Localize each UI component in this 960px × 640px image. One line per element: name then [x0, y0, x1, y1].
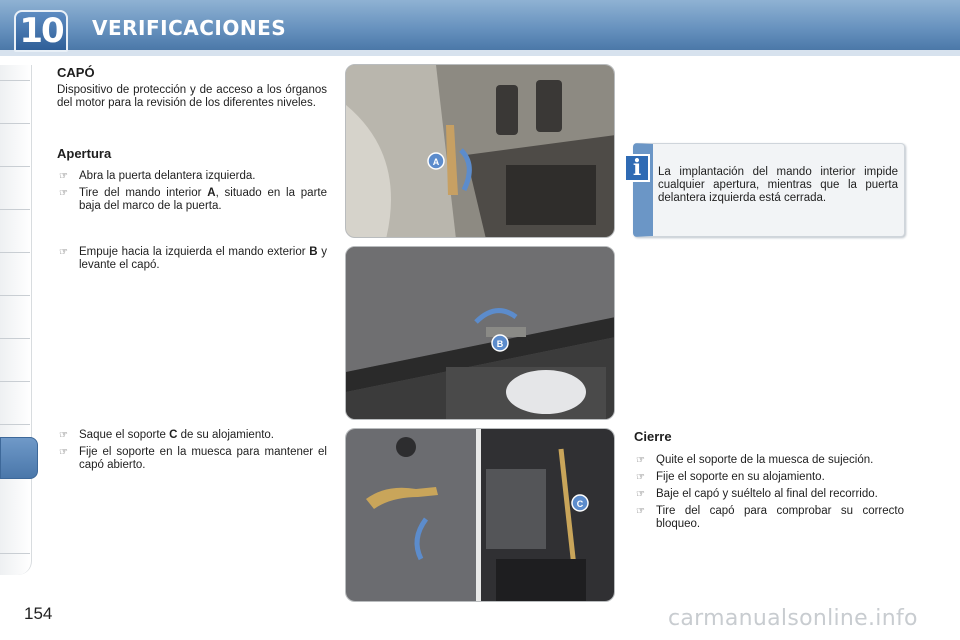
step-text-pre: Saque el soporte [79, 429, 170, 441]
interior-lever-illustration [346, 65, 615, 238]
closing-steps [634, 454, 904, 535]
step-text: Fije el soporte en la muesca para mantener el capó abierto. [79, 446, 327, 471]
side-tab-divider [0, 424, 30, 425]
step-text: Abra la puerta delantera izquierda. [79, 170, 256, 182]
pointing-hand-icon: ☞ [636, 489, 645, 500]
step-text-post: , situado en la parte baja del marco de la puerta. [79, 187, 327, 212]
step-text-pre: Tire del mando interior [79, 187, 208, 199]
info-icon: i [624, 154, 650, 182]
step-text: Baje el capó y suéltelo al final del recorrido. [656, 488, 878, 500]
photo-hood-prop [345, 428, 615, 602]
page-number: 154 [24, 604, 53, 623]
side-tab-divider [0, 553, 30, 554]
side-tab-divider [0, 338, 30, 339]
chapter-number-badge: 10 [14, 10, 68, 52]
pointing-hand-icon: ☞ [59, 447, 68, 458]
pointing-hand-icon: ☞ [636, 472, 645, 483]
list-item [57, 187, 327, 213]
pointing-hand-icon: ☞ [59, 430, 68, 441]
photo-exterior-lever [345, 246, 615, 420]
list-item [634, 488, 904, 501]
side-tab-divider [0, 80, 30, 81]
step-text-pre: Empuje hacia la izquierda el mando exterior [79, 246, 310, 258]
closing-section-title: Cierre [634, 429, 672, 444]
opening-steps-a [57, 170, 327, 217]
side-tab-divider [0, 123, 30, 124]
marker-b-text: B [496, 339, 504, 349]
info-text: La implantación del mando interior impide cualquier apertura, mientras que la puerta delantera izquierda está cerrada. [658, 166, 898, 204]
engine-component [486, 469, 546, 549]
list-item [634, 454, 904, 467]
side-tab-divider [0, 166, 30, 167]
pointing-hand-icon: ☞ [59, 247, 68, 258]
side-tab-divider [0, 295, 30, 296]
list-item [634, 471, 904, 484]
hood-prop-illustration [346, 429, 615, 602]
photo-divider [476, 429, 481, 602]
chapter-side-tabs [0, 65, 32, 575]
step-text: Tire del capó para comprobar su correcto bloqueo. [656, 505, 904, 530]
hood-description: Dispositivo de protección y de acceso a los órganos del motor para la revisión de los diferentes niveles. [57, 84, 327, 109]
opening-steps-c [57, 429, 327, 476]
step-text: Quite el soporte de la muesca de sujeción. [656, 454, 874, 466]
hood-clip [396, 437, 416, 457]
watermark: carmanualsonline.info [668, 606, 918, 631]
marker-a-text: A [432, 157, 440, 167]
hood-section-title: CAPÓ [57, 65, 95, 80]
pointing-hand-icon: ☞ [636, 455, 645, 466]
step-text: Fije el soporte en su alojamiento. [656, 471, 825, 483]
pointing-hand-icon: ☞ [636, 506, 645, 517]
side-tab-divider [0, 252, 30, 253]
car-emblem [506, 370, 586, 414]
latch-mechanism [486, 327, 526, 337]
exterior-lever-illustration [346, 247, 615, 420]
photo-interior-lever [345, 64, 615, 238]
step-text-post: y levante el capó. [79, 246, 327, 271]
side-tab-divider [0, 209, 30, 210]
opening-section-title: Apertura [57, 146, 112, 161]
pedal [496, 85, 518, 135]
marker-c-text: C [576, 499, 584, 509]
side-tab-divider [0, 381, 30, 382]
list-item [57, 246, 327, 272]
pedal [536, 80, 562, 132]
list-item [57, 446, 327, 472]
header-strip [0, 50, 960, 56]
pointing-hand-icon: ☞ [59, 171, 68, 182]
marker-c-label: C [169, 429, 178, 441]
pedal-mat [506, 165, 596, 225]
pointing-hand-icon: ☞ [59, 188, 68, 199]
step-text-post: de su alojamiento. [177, 429, 275, 441]
list-item [57, 429, 327, 442]
side-tab-active-chapter[interactable] [0, 437, 38, 479]
list-item [57, 170, 327, 183]
marker-b-label: B [309, 246, 318, 258]
opening-steps-b [57, 246, 327, 276]
chapter-title: VERIFICACIONES [92, 16, 287, 40]
engine-component [496, 559, 586, 602]
marker-a-label: A [207, 187, 216, 199]
list-item [634, 505, 904, 531]
